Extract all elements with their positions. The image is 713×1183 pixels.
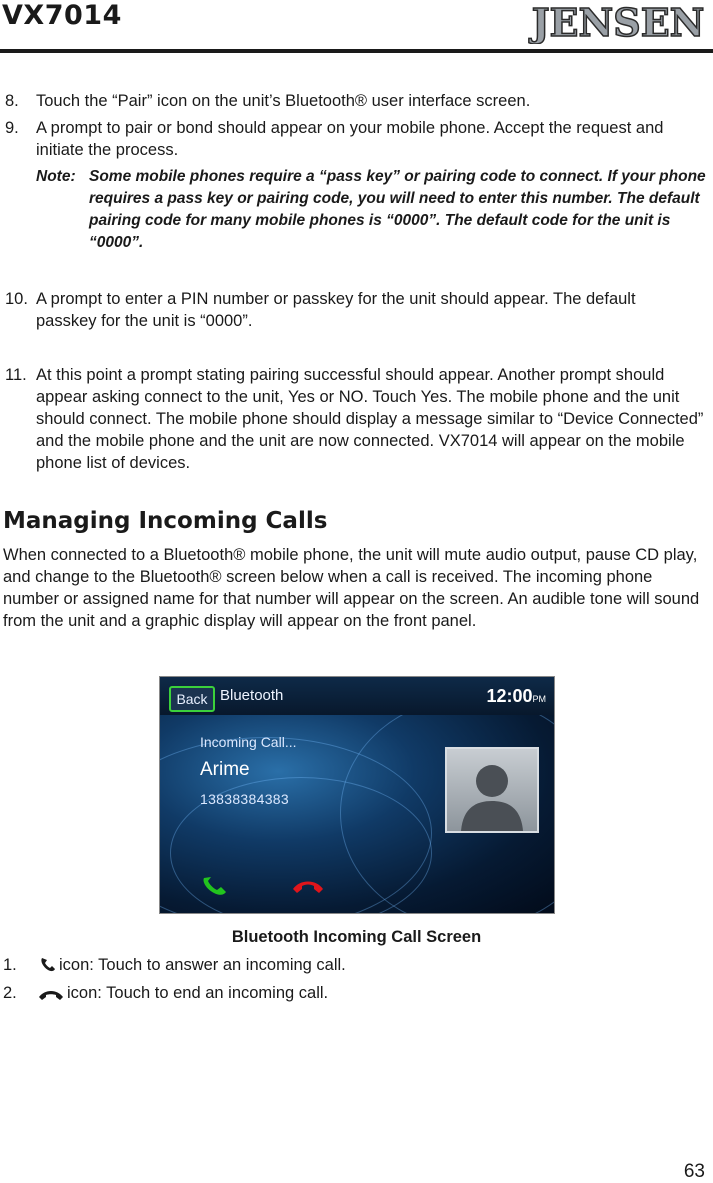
person-icon xyxy=(447,749,537,831)
step-number: 8. xyxy=(5,92,19,110)
step-number: 11. xyxy=(5,366,27,384)
step-item xyxy=(0,90,713,112)
brand-logo-text: JENSEN xyxy=(531,2,705,44)
list-number: 2. xyxy=(3,984,17,1002)
caller-number: 13838384383 xyxy=(200,791,289,807)
hangup-phone-icon xyxy=(290,877,326,897)
section-heading: Managing Incoming Calls xyxy=(3,508,328,534)
header-rule xyxy=(0,49,713,53)
model-title: VX7014 xyxy=(2,0,122,31)
step-item xyxy=(0,117,713,161)
answer-call-button[interactable] xyxy=(200,875,232,902)
hangup-phone-icon xyxy=(37,986,65,1008)
end-call-button[interactable] xyxy=(290,877,326,902)
step-item xyxy=(0,288,713,332)
list-number: 1. xyxy=(3,956,17,974)
icon-list-item xyxy=(3,954,503,976)
step-text: Touch the “Pair” icon on the unit’s Bluetooth® user interface screen. xyxy=(36,92,531,110)
page-number: 63 xyxy=(683,1161,705,1182)
answer-phone-icon xyxy=(39,956,57,980)
section-paragraph: When connected to a Bluetooth® mobile phone, the unit will mute audio output, pause CD play, and change to the Bluetooth® screen below when a call is received. The incoming phone number or assigned name for that number will appear on the screen. An audible tone will sound from the unit and a graphic display will appear on the front panel. xyxy=(3,546,700,630)
answer-phone-icon xyxy=(200,875,232,897)
clock-ampm: PM xyxy=(532,694,546,704)
clock-time: 12:00 xyxy=(486,686,533,706)
step-number: 10. xyxy=(5,290,28,308)
incoming-label: Incoming Call... xyxy=(200,734,297,750)
step-item xyxy=(0,364,713,474)
note-text: Some mobile phones require a “pass key” or pairing code to connect. If your phone requires a pass key or pairing code, you will need to enter this number. The default pairing code for many mobile phones is “0000”. The default code for the unit is “0000”. xyxy=(89,168,706,251)
list-text: icon: Touch to answer an incoming call. xyxy=(59,956,346,974)
icon-list-item xyxy=(3,982,503,1004)
list-text: icon: Touch to end an incoming call. xyxy=(67,984,329,1002)
brand-logo xyxy=(526,2,711,49)
step-text: At this point a prompt stating pairing successful should appear. Another prompt should appear asking connect to the unit, Yes or NO. Touch Yes. The mobile phone and the unit should connect. The mobile phone should display a message similar to “Device Connected” and the mobile phone and the unit are now connected. VX7014 will appear on the mobile phone list of devices. xyxy=(36,366,704,472)
step-text: A prompt to pair or bond should appear on your mobile phone. Accept the request and initiate the process. xyxy=(36,119,664,159)
page-header xyxy=(0,0,713,54)
note-label: Note: xyxy=(36,168,76,185)
step-text: A prompt to enter a PIN number or passkey for the unit should appear. The default passkey for the unit is “0000”. xyxy=(36,290,636,330)
clock xyxy=(486,686,546,707)
caller-name: Arime xyxy=(200,759,250,780)
screen-title: Bluetooth xyxy=(220,687,284,704)
caller-avatar xyxy=(445,747,539,833)
figure-caption: Bluetooth Incoming Call Screen xyxy=(231,928,482,946)
step-number: 9. xyxy=(5,119,19,137)
back-button[interactable]: Back xyxy=(169,686,215,712)
bluetooth-call-screen xyxy=(159,676,555,914)
